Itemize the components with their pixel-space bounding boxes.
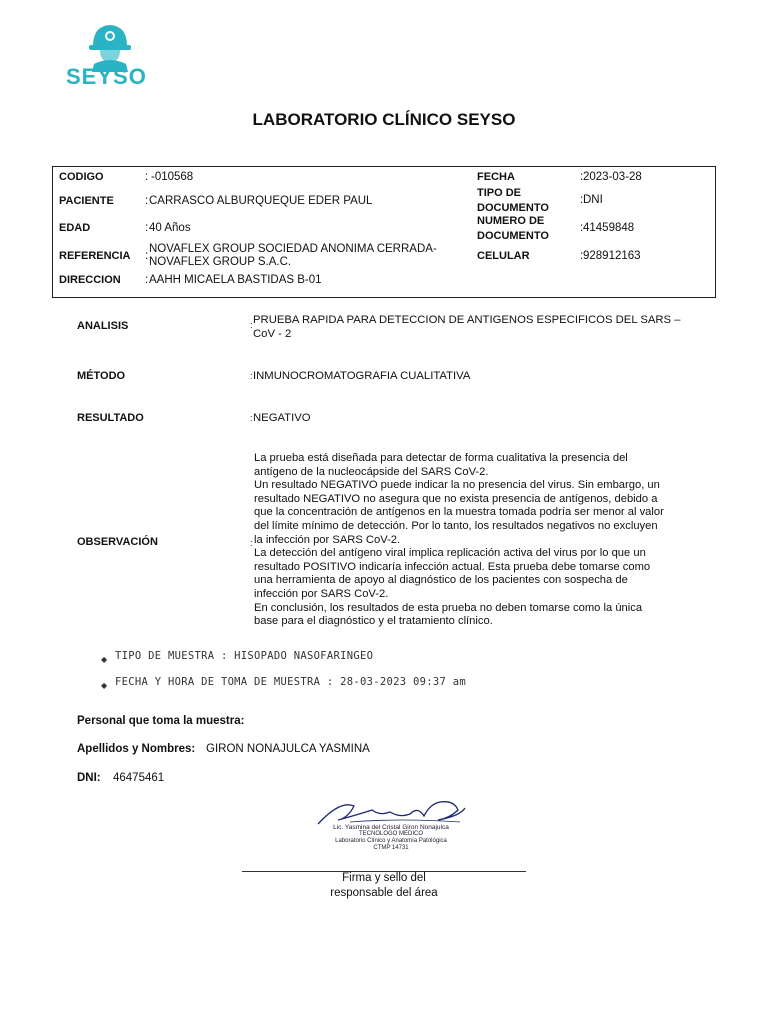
codigo-label: CODIGO (59, 171, 104, 183)
signature-stamp (316, 824, 466, 852)
observacion-line: resultado POSITIVO indicaría infección actual. Esta prueba debe tomarse como (254, 560, 651, 573)
dni-label: DNI: (77, 772, 101, 784)
analisis-label: ANALISIS (77, 320, 129, 332)
stamp-line: CTMP 14731 (373, 845, 409, 851)
analisis-separator: : (250, 320, 253, 330)
celular-separator: : (580, 250, 584, 262)
referencia-value-line1: NOVAFLEX GROUP SOCIEDAD ANONIMA CERRADA- (149, 243, 437, 255)
tipo-muestra-text: TIPO DE MUESTRA : HISOPADO NASOFARINGEO (115, 650, 374, 662)
resultado-separator: : (250, 413, 253, 423)
fecha-label: FECHA (477, 171, 515, 183)
metodo-label: MÉTODO (77, 370, 126, 382)
observacion-line: que la concentración de antígenos en la muestra tomada podría ser menor al valor (254, 506, 664, 519)
observacion-separator: : (250, 538, 253, 548)
stamp-line: Laboratorio Clínico y Anatomía Patológica (335, 838, 447, 844)
num-doc-separator: : (580, 222, 584, 234)
celular-value: 928912163 (583, 250, 641, 262)
observacion-line: la infección por SARS CoV-2. (254, 533, 401, 546)
num-doc-label-line2: DOCUMENTO (477, 230, 549, 242)
bullet-diamond-icon: ◆ (101, 655, 108, 664)
fecha-separator: : (580, 171, 584, 183)
dni-value: 46475461 (113, 772, 165, 784)
logo-text: SEYSO (66, 64, 147, 89)
bullet-diamond-icon: ◆ (101, 681, 108, 690)
stamp-line: TECNOLOGO MEDICO (358, 831, 423, 837)
observacion-line: una herramienta de apoyo al diagnóstico de los pacientes con sospecha de (254, 574, 628, 587)
paciente-value: CARRASCO ALBURQUEQUE EDER PAUL (149, 195, 373, 207)
page-title: LABORATORIO CLÍNICO SEYSO (252, 110, 516, 129)
personal-heading: Personal que toma la muestra: (77, 715, 245, 727)
analisis-value-line2: CoV - 2 (253, 328, 292, 340)
referencia-separator: : (145, 250, 149, 262)
edad-separator: : (145, 222, 149, 234)
direccion-value: AAHH MICAELA BASTIDAS B-01 (149, 274, 322, 286)
edad-value: 40 Años (149, 222, 191, 234)
codigo-separator: : (145, 171, 149, 183)
stamp-line: Lic. Yasmina del Cristal Giron Nonajulca (333, 824, 449, 831)
signature-caption-line1: Firma y sello del (342, 872, 426, 884)
direccion-label: DIRECCION (59, 274, 121, 286)
observacion-line: resultado NEGATIVO no asegura que no exista presencia de antígenos, debido a (254, 492, 658, 505)
metodo-value: INMUNOCROMATOGRAFIA CUALITATIVA (253, 370, 471, 382)
nombres-value: GIRON NONAJULCA YASMINA (206, 743, 370, 755)
referencia-label: REFERENCIA (59, 250, 131, 262)
edad-label: EDAD (59, 222, 91, 234)
observacion-line: La prueba está diseñada para detectar de forma cualitativa la presencia del (254, 452, 628, 464)
observacion-line: infección por SARS CoV-2. (254, 587, 389, 600)
codigo-value: -010568 (151, 171, 194, 183)
referencia-value-line2: NOVAFLEX GROUP S.A.C. (149, 256, 292, 268)
tipo-doc-label-line1: TIPO DE (477, 187, 522, 199)
observacion-line: Un resultado NEGATIVO puede indicar la no presencia del virus. Sin embargo, un (254, 479, 660, 492)
resultado-label: RESULTADO (77, 412, 144, 424)
celular-label: CELULAR (477, 250, 530, 262)
analisis-value-line1: PRUEBA RAPIDA PARA DETECCION DE ANTIGENOS ESPECIFICOS DEL SARS – (253, 314, 681, 326)
observacion-line: base para el diagnóstico y el tratamiento clínico. (254, 615, 493, 628)
direccion-separator: : (145, 274, 149, 286)
paciente-label: PACIENTE (59, 195, 114, 207)
signature-caption-line2: responsable del área (330, 887, 438, 899)
fecha-value: 2023-03-28 (583, 171, 642, 183)
tipo-doc-value: DNI (583, 194, 603, 206)
num-doc-label-line1: NUMERO DE (477, 215, 545, 227)
observacion-line: del límite mínimo de detección. Por lo tanto, los resultados negativos no excluyen (254, 519, 658, 532)
paciente-separator: : (145, 195, 149, 207)
fecha-toma-text: FECHA Y HORA DE TOMA DE MUESTRA : 28-03-2023 09:37 am (115, 676, 466, 688)
resultado-value: NEGATIVO (253, 412, 311, 424)
observacion-line: antígeno de la nucleocápside del SARS CoV-2. (254, 465, 489, 478)
nombres-label: Apellidos y Nombres: (77, 743, 196, 755)
observacion-line: La detección del antígeno viral implica replicación activa del virus por lo que un (254, 547, 646, 560)
tipo-doc-label-line2: DOCUMENTO (477, 202, 549, 214)
observacion-label: OBSERVACIÓN (77, 536, 158, 548)
observacion-text (254, 452, 699, 629)
num-doc-value: 41459848 (583, 222, 635, 234)
tipo-doc-separator: : (580, 194, 584, 206)
metodo-separator: : (250, 371, 253, 381)
observacion-line: En conclusión, los resultados de esta prueba no deben tomarse como la única (254, 601, 643, 614)
signature-caption (242, 871, 526, 901)
